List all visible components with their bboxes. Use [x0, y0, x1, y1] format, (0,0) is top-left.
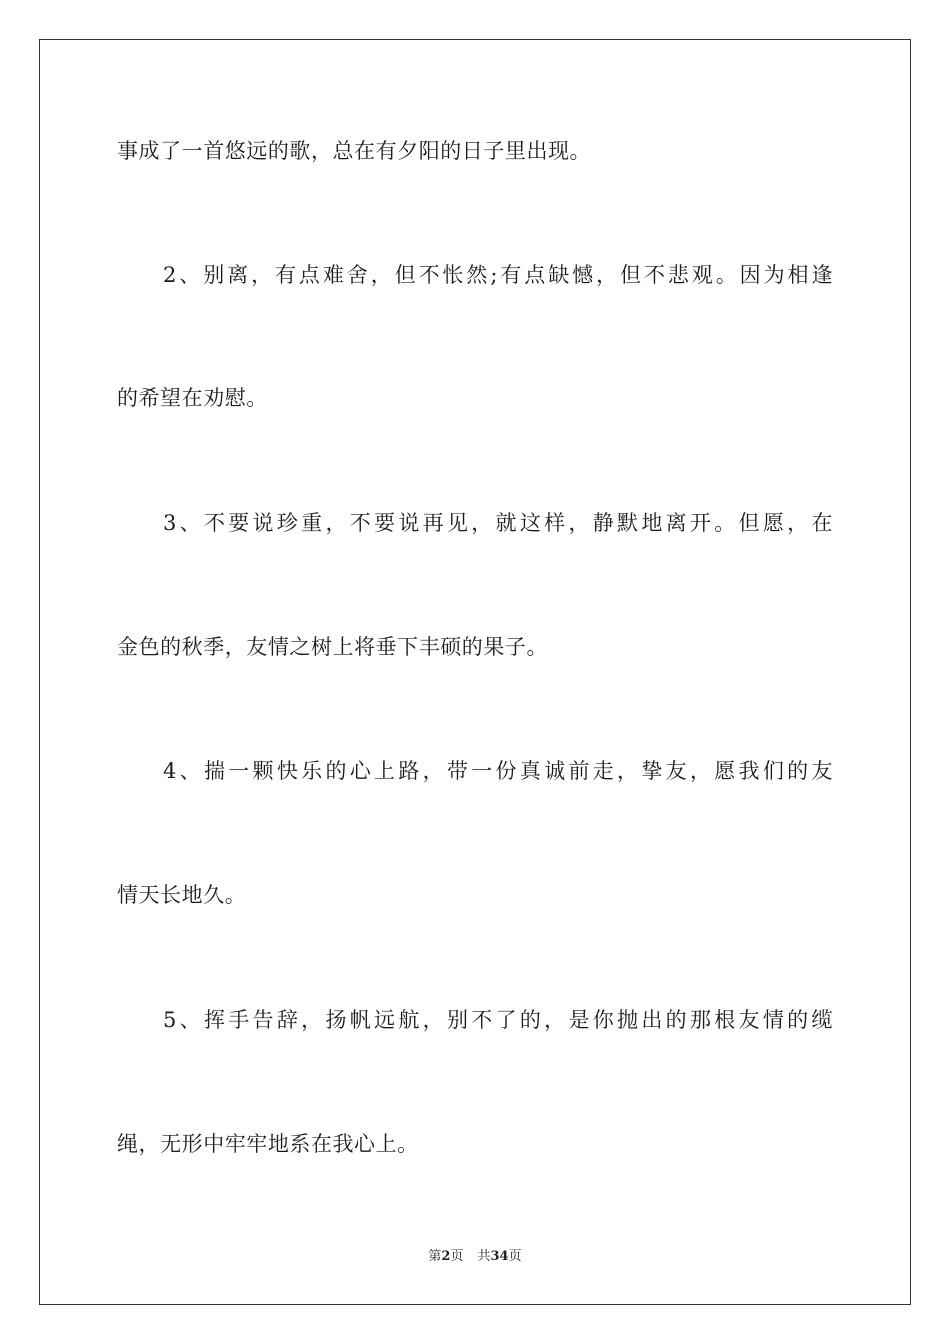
page-border — [39, 39, 911, 1305]
footer-page-number: 2 — [441, 1249, 451, 1264]
text-line-1: 事成了一首悠远的歌，总在有夕阳的日子里出现。 — [117, 139, 592, 163]
text-line-3: 的希望在劝慰。 — [117, 386, 268, 410]
footer-page-suffix: 页 — [450, 1249, 464, 1264]
text-line-7: 情天长地久。 — [117, 883, 247, 907]
text-line-6: 4、揣一颗快乐的心上路，带一份真诚前走，挚友，愿我们的友 — [163, 759, 833, 783]
text-line-9: 绳，无形中牢牢地系在我心上。 — [117, 1132, 419, 1156]
footer-total-suffix: 页 — [508, 1249, 522, 1264]
footer-total-prefix: 共 — [477, 1249, 491, 1264]
page-footer — [0, 1248, 950, 1266]
text-line-2: 2、别离，有点难舍，但不怅然;有点缺憾，但不悲观。因为相逢 — [163, 263, 833, 287]
text-line-4: 3、不要说珍重，不要说再见，就这样，静默地离开。但愿，在 — [163, 511, 833, 535]
footer-total-pages: 34 — [490, 1249, 509, 1264]
footer-page-prefix: 第 — [428, 1249, 442, 1264]
text-line-5: 金色的秋季，友情之树上将垂下丰硕的果子。 — [117, 635, 548, 659]
text-line-8: 5、挥手告辞，扬帆远航，别不了的，是你抛出的那根友情的缆 — [163, 1008, 833, 1032]
